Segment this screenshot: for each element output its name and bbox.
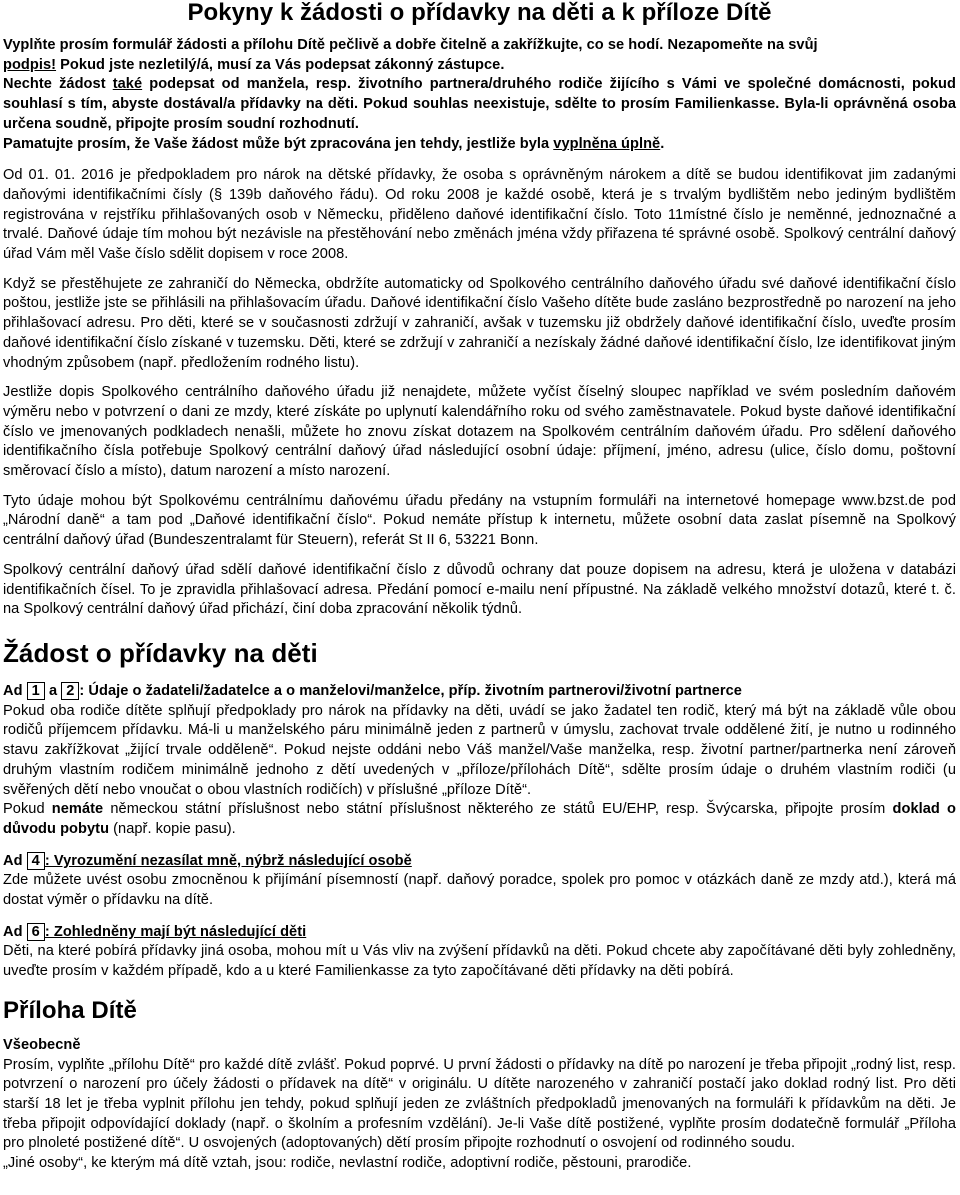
ad12-text-2 <box>3 800 956 839</box>
field-1-box: 1 <box>27 682 45 700</box>
ad4-heading <box>3 852 956 872</box>
ad12-end: (např. kopie pasu). <box>109 820 236 837</box>
ad12-label: : Údaje o žadateli/žadatelce a o manželovi/manželce, příp. životním partnerovi/životní partnerce <box>79 682 742 699</box>
ad6-label: : Zohledněny mají být následující děti <box>44 923 307 940</box>
podpis-text: podpis! <box>3 56 57 73</box>
field-2-box: 2 <box>61 682 79 700</box>
ad4-text: Zde můžete uvést osobu zmocněnou k přijímání písemností (např. daňový poradce, spolek pro pomoc v otázkách daně ze mzdy atd.), která má dostat výměr o přídavku na dítě. <box>3 872 956 909</box>
vyplnena-uplne-text: vyplněna úplně <box>553 135 661 152</box>
page-title: Pokyny k žádosti o přídavky na děti a k příloze Dítě <box>187 0 772 26</box>
ad6-text: Děti, na které pobírá přídavky jiná osoba, mohou mít u Vás vliv na zvýšení přídavků na děti. Pokud chcete aby započítávané děti byly zohledněny, uveďte prosím v každém případě, kdo a u které Familienkasse za tyto započítávané děti přídavky na děti pobírá. <box>3 943 956 980</box>
ad12-a-text: a <box>48 682 58 699</box>
ad12-pokud: Pokud <box>3 801 52 818</box>
paragraph-data-protection: Spolkový centrální daňový úřad sdělí daňové identifikační číslo z důvodů ochrany dat pouze dopisem na adresu, která je uložena v databázi identifikačních čísel. To je zpravidla přihlašovací adresa. Předání pomocí e-mailu není přípustné. Na základě velkého množství dotazů, které t. č. na Spolkový centrální daňový úřad přichází, činí doba zpracování několik týdnů. <box>3 561 956 618</box>
field-6-box: 6 <box>27 923 45 941</box>
nechte-text-1: Nechte žádost <box>3 76 113 93</box>
ad12-text-1: Pokud oba rodiče dítěte splňují předpoklady pro nárok na přídavky na děti, uvádí se jako žadatel ten rodič, který má být na základě vůle obou rodičů příjemcem přídavku. Má-li u manželského páru minimálně jeden z partnerů v úmyslu, zachovat trvale oddělené žití, je nutno u rodinného stavu zakřížkovat „žijící trvale odděleně“. Pokud nejste oddáni nebo Váš manžel/Vaše manželka, resp. životní partner/partnerka není zároveň druhým vlastním rodičem minimálně jednoho z dětí uvedených v „příloze/přílohách Dítě“, sdělte prosím údaje o druhém vlastním rodiči (u svěřených dětí nebo vnoučat o obou vlastních rodičích) v příslušné „příloze Dítě“. <box>3 702 956 798</box>
nechte-text-2: podepsat od manžela, resp. životního partnera/druhého rodiče žijícího s Vámi ve společné domácnosti, pokud souhlasí s tím, abyste dostával/a přídavky na děti. Pokud souhlas neexistuje, sdělte to prosím Familienkasse. Byla-li oprávněná osoba určena soudně, připojte prosím soudní rozhodnutí. <box>3 76 956 132</box>
ad12-ad-text: Ad <box>3 682 23 699</box>
intro-block <box>3 36 956 154</box>
vseobecne-heading: Všeobecně <box>3 1036 81 1053</box>
ad12-nemate: nemáte <box>51 801 104 818</box>
pamatujte-text-3: . <box>660 135 665 152</box>
priloha-other-persons: „Jiné osoby“, ke kterým má dítě vztah, jsou: rodiče, nevlastní rodiče, adoptivní rodiče, pěstouni, prarodiče. <box>3 1155 692 1172</box>
ad12-doklad: doklad o důvodu pobytu <box>3 801 957 837</box>
nechte-take-text: také <box>112 76 143 93</box>
pamatujte-text-1: Pamatujte prosím, že Vaše žádost může být zpracována jen tehdy, jestliže byla <box>3 135 554 152</box>
paragraph-moving-from-abroad: Když se přestěhujete ze zahraničí do Německa, obdržíte automaticky od Spolkového centrálního daňového úřadu své daňové identifikační číslo poštou, jestliže jste se přihlásili na přihlašovacím úřadu. Daňové identifikační číslo Vašeho dítěte bude zasláno bezprostředně po narození na jeho přihlašovací adresu. Pro děti, které se v současnosti zdržují v zahraničí, avšak v tuzemsku již obdržely daňové identifikační číslo, uveďte prosím daňové identifikační číslo získané v tuzemsku. Děti, které se zdržují v zahraničí a nezískaly žádné daňové identifikační číslo, lze identifikovat jiným vhodným způsobem (např. předložením rodného listu). <box>3 275 956 371</box>
section-heading-zadost: Žádost o přídavky na děti <box>3 637 318 668</box>
ad4-ad-text: Ad <box>3 852 23 869</box>
intro-minor-text: Pokud jste nezletilý/á, musí za Vás podepsat zákonný zástupce. <box>56 56 505 73</box>
ad4-label: : Vyrozumění nezasílat mně, nýbrž následující osobě <box>44 852 412 869</box>
ad6-ad-text: Ad <box>3 923 23 940</box>
ad12-middle: německou státní příslušnost nebo státní příslušnost některého ze států EU/EHP, resp. Švýcarska, připojte prosím <box>103 801 893 818</box>
intro-line-1: Vyplňte prosím formulář žádosti a přílohu Dítě pečlivě a dobře čitelně a zakřížkujte, co se hodí. Nezapomeňte na svůj <box>3 37 818 53</box>
section-heading-priloha: Příloha Dítě <box>3 996 137 1024</box>
ad6-heading <box>3 923 956 943</box>
ad12-heading <box>3 682 956 702</box>
field-4-box: 4 <box>27 852 45 870</box>
paragraph-online-form: Tyto údaje mohou být Spolkovému centrálnímu daňovému úřadu předány na vstupním formuláři na internetové homepage www.bzst.de pod „Národní daně“ a tam pod „Daňové identifikační číslo“. Pokud nemáte přístup k internetu, můžete osobní data zaslat písemně na Spolkový centrální daňový úřad (Bundeszentralamt für Steuern), referát St II 6, 53221 Bonn. <box>3 492 956 549</box>
priloha-text: Prosím, vyplňte „přílohu Dítě“ pro každé dítě zvlášť. Pokud poprvé. U první žádosti o přídavky na dítě po narození je třeba připojit „rodný list, resp. potvrzení o narození pro účely žádosti o přídavek na dítě“ v originálu. U dítěte narozeného v zahraničí postačí jako doklad rodný list. Pro děti starší 18 let je třeba vyplnit přílohu jen tehdy, pokud splňují jeden ze zvláštních předpokladů jmenovaných na formuláři k přídavkům na děti. Je třeba připojit odpovídající doklady (např. o školním a profesním vzdělání). Je-li Vaše dítě postižené, vyplňte prosím dodatečně formulář „Příloha pro plnoleté postižené dítě“. U osvojených (adoptovaných) dětí prosím připojte rozhodnutí o osvojení od rodinného soudu. <box>3 1056 956 1152</box>
paragraph-lost-letter: Jestliže dopis Spolkového centrálního daňového úřadu již nenajdete, můžete vyčíst číselný sloupec například ve svém posledním daňovém výměru nebo v potvrzení o dani ze mzdy, které získáte po uplynutí kalendářního roku od svého zaměstnavatele. Pokud byste daňové identifikační číslo ve jmenovaných podkladech nenašli, můžete ho znovu získat dotazem na Spolkovém centrálním daňovém úřadu. Pro sdělení daňového identifikačního čísla potřebuje Spolkový centrální daňový úřad následující osobní údaje: příjmení, jméno, adresu (ulice, číslo domu, poštovní směrovací číslo a místo), datum narození a místo narození. <box>3 384 956 480</box>
paragraph-tax-id-intro: Od 01. 01. 2016 je předpokladem pro nárok na dětské přídavky, že osoba s oprávněným nárokem a dítě se budou identifikovat jim zadanými daňovými identifikačními čísly (§ 139b daňového řádu). Od roku 2008 je každé osobě, která je s trvalým bydlištěm nebo jediným bydlištěm registrována v rejstříku přihlašovaných osob v Německu, přiděleno daňové identifikační číslo. Toto 11místné číslo je neměnné, jednoznačné a trvalé. Daňové údaje tím mohou být nezávisle na přestěhování nebo změnách jména vždy přiřazena té správné osobě. Spolkový centrální daňový úřad Vám měl Vaše číslo sdělit dopisem v roce 2008. <box>3 167 956 263</box>
